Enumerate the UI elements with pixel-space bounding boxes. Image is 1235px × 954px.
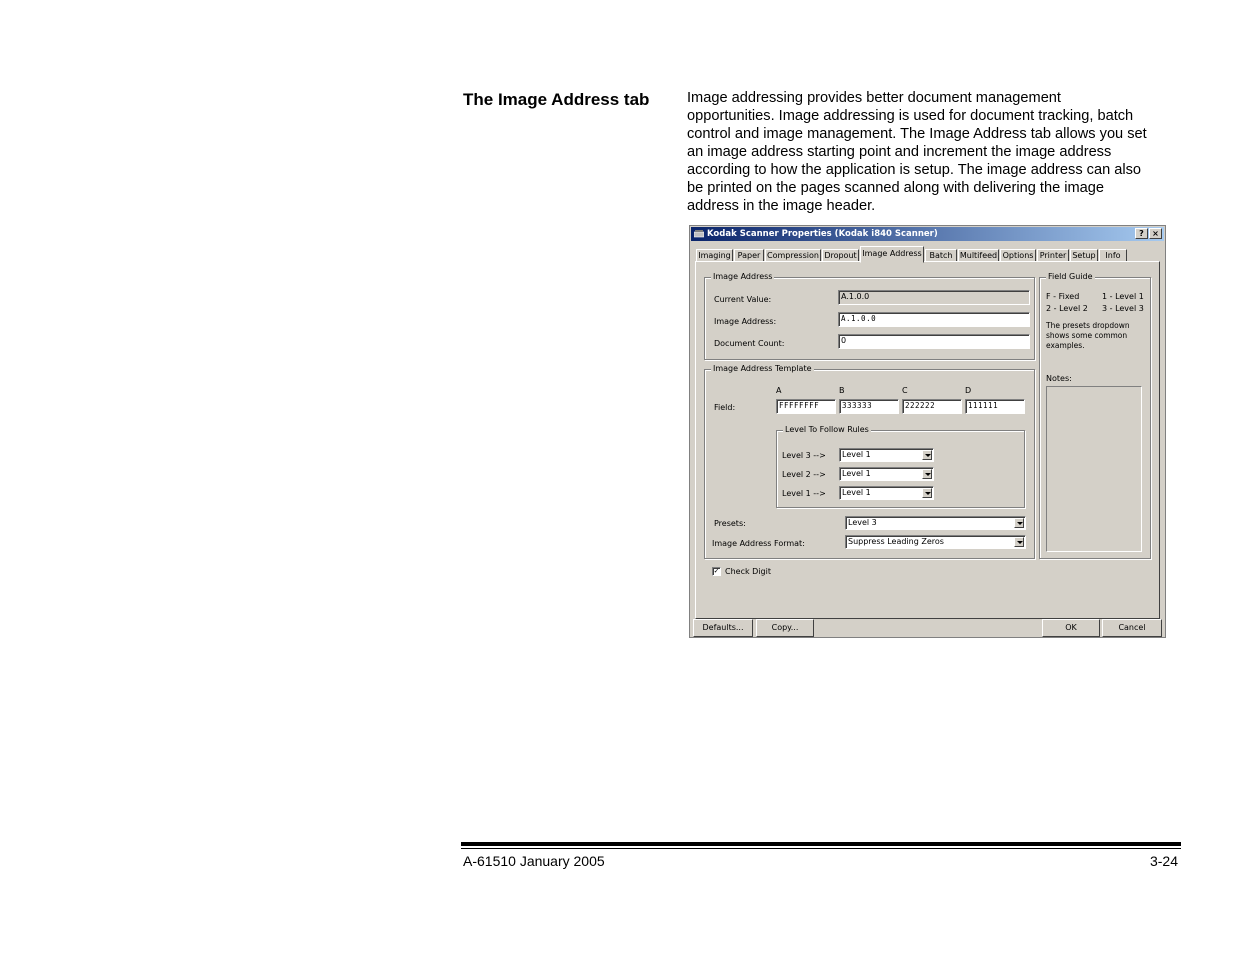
level-3-value: Level 1: [842, 450, 871, 459]
legend-fixed: F - Fixed: [1046, 292, 1080, 301]
body-line: be printed on the pages scanned along with delivering the image: [687, 180, 1105, 196]
body-line: address in the image header.: [687, 198, 876, 214]
level-2-label: Level 2 -->: [782, 470, 826, 479]
tab-setup[interactable]: Setup: [1070, 249, 1098, 262]
cancel-button[interactable]: Cancel: [1102, 619, 1162, 637]
column-d-label: D: [965, 386, 972, 395]
group-label: Field Guide: [1048, 272, 1093, 281]
body-line: according to how the application is setup. The image address can also: [687, 162, 1142, 178]
footer-doc-id: A-61510 January 2005: [463, 853, 605, 869]
footer-rule: [461, 842, 1181, 846]
tab-compression[interactable]: Compression: [765, 249, 821, 262]
field-d-input[interactable]: 111111: [965, 399, 1025, 414]
current-value-field: A.1.0.0: [838, 290, 1030, 305]
field-guide-group: [1039, 272, 1151, 559]
level-3-select[interactable]: [839, 448, 934, 462]
field-label: Field:: [714, 403, 736, 412]
presets-label: Presets:: [714, 519, 746, 528]
current-value-label: Current Value:: [714, 295, 772, 304]
chevron-down-icon[interactable]: [922, 469, 932, 479]
tab-image-address[interactable]: Image Address: [860, 246, 924, 263]
level-2-value: Level 1: [842, 469, 871, 478]
image-address-label: Image Address:: [714, 317, 777, 326]
chevron-down-icon[interactable]: [922, 488, 932, 498]
level-3-label: Level 3 -->: [782, 451, 826, 460]
section-heading: The Image Address tab: [463, 90, 650, 109]
group-label: Image Address: [713, 272, 773, 281]
document-count-input[interactable]: 0: [838, 334, 1030, 349]
image-address-format-value: Suppress Leading Zeros: [848, 537, 944, 546]
tab-imaging[interactable]: Imaging: [696, 249, 733, 262]
level-1-label: Level 1 -->: [782, 489, 826, 498]
ok-button[interactable]: OK: [1042, 619, 1100, 637]
image-address-panel: [695, 261, 1160, 619]
presets-hint-line: shows some common: [1046, 331, 1128, 340]
body-line: control and image management. The Image Address tab allows you set: [687, 126, 1147, 142]
presets-select[interactable]: [845, 516, 1026, 530]
field-a-input[interactable]: FFFFFFFF: [776, 399, 836, 414]
level-rules-group: [776, 425, 1025, 508]
image-address-group: [704, 272, 1035, 360]
presets-hint-line: The presets dropdown: [1046, 321, 1130, 330]
presets-hint-line: examples.: [1046, 341, 1085, 350]
chevron-down-icon[interactable]: [1014, 518, 1024, 528]
document-count-label: Document Count:: [714, 339, 785, 348]
chevron-down-icon[interactable]: [922, 450, 932, 460]
dialog-title: Kodak Scanner Properties (Kodak i840 Scanner): [707, 229, 938, 239]
field-b-input[interactable]: 333333: [839, 399, 899, 414]
legend-level-1: 1 - Level 1: [1102, 292, 1144, 301]
tab-multifeed[interactable]: Multifeed: [959, 251, 998, 260]
section-body: [687, 89, 1187, 215]
scanner-properties-dialog: [689, 225, 1166, 638]
check-digit-label: Check Digit: [725, 567, 771, 576]
notes-label: Notes:: [1046, 374, 1072, 383]
chevron-down-icon[interactable]: [1014, 537, 1024, 547]
tab-batch[interactable]: Batch: [925, 249, 957, 262]
check-digit-checkbox[interactable]: ✓: [713, 567, 720, 575]
column-a-label: A: [776, 386, 782, 395]
column-c-label: C: [902, 386, 908, 395]
level-1-select[interactable]: [839, 486, 934, 500]
tab-info[interactable]: Info: [1099, 249, 1127, 262]
level-2-select[interactable]: [839, 467, 934, 481]
column-b-label: B: [839, 386, 845, 395]
image-address-input[interactable]: A.1.0.0: [838, 312, 1030, 327]
tab-dropout[interactable]: Dropout: [822, 249, 859, 262]
close-button[interactable]: ×: [1149, 228, 1162, 239]
body-line: an image address starting point and increment the image address: [687, 144, 1112, 160]
legend-level-3: 3 - Level 3: [1102, 304, 1144, 313]
image-address-format-select[interactable]: [845, 535, 1026, 549]
tab-options[interactable]: Options: [1000, 249, 1036, 262]
notes-box: [1046, 386, 1142, 552]
field-c-input[interactable]: 222222: [902, 399, 962, 414]
image-address-format-label: Image Address Format:: [712, 539, 805, 548]
footer-rule: [461, 848, 1181, 849]
level-1-value: Level 1: [842, 488, 871, 497]
footer-page-number: 3-24: [1149, 853, 1178, 869]
legend-level-2: 2 - Level 2: [1046, 304, 1088, 313]
group-label: Image Address Template: [713, 364, 812, 373]
copy-button[interactable]: Copy...: [756, 619, 814, 637]
defaults-button[interactable]: Defaults...: [693, 619, 753, 637]
tab-paper[interactable]: Paper: [734, 249, 764, 262]
scanner-icon: [694, 229, 704, 238]
body-line: Image addressing provides better document management: [687, 90, 1061, 106]
group-label: Level To Follow Rules: [785, 425, 869, 434]
tab-printer[interactable]: Printer: [1037, 249, 1069, 262]
presets-value: Level 3: [848, 518, 877, 527]
help-button[interactable]: ?: [1135, 228, 1148, 239]
body-line: opportunities. Image addressing is used for document tracking, batch: [687, 108, 1134, 124]
dialog-titlebar: [691, 227, 1164, 241]
image-address-template-group: [704, 364, 1035, 559]
